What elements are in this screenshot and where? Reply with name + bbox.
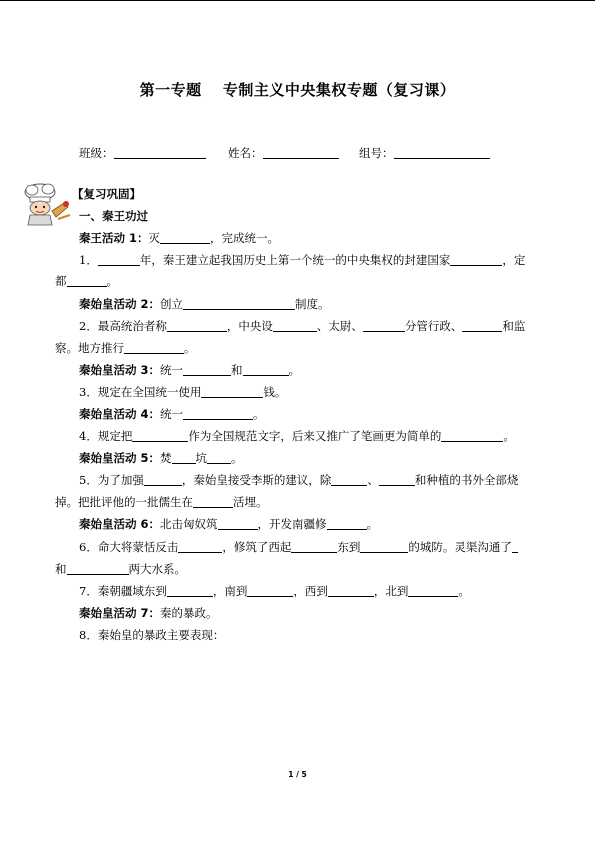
blank[interactable] [67,274,107,287]
activity-label: 秦王活动 1： [79,231,149,245]
text: 5．为了加强 [79,473,144,487]
blank[interactable] [328,584,374,597]
blank[interactable] [379,473,415,486]
question-2 [79,319,525,333]
activity-label: 秦始皇活动 6： [79,517,161,531]
text: 、 [367,473,379,487]
blank[interactable] [167,584,213,597]
text: ，秦始皇接受李斯的建议，除 [181,473,332,487]
name-field [228,145,339,161]
text: 北击匈奴筑 [160,517,218,531]
blank[interactable] [512,540,518,553]
text: ，北到 [373,584,409,598]
blank[interactable] [207,451,231,464]
activity-7 [79,606,218,620]
class-blank[interactable] [114,146,206,159]
text: 两大水系。 [128,562,186,576]
activity-label: 秦始皇活动 3： [79,363,161,377]
text: 察。地方推行 [55,341,124,355]
text: 钱。 [263,385,287,399]
text: 坑 [195,451,208,465]
text: 3．规定在全国统一使用 [79,385,202,399]
text: 。 [253,407,265,421]
group-field [359,145,490,161]
text: 掉。把批评他的一批儒生在 [55,495,193,509]
text: ，中央设 [226,319,273,333]
cartoon-chef-icon [18,181,78,227]
text: 6．命大将蒙恬反击 [79,540,179,554]
page-number: 1 / 5 [288,770,307,779]
text: 。 [106,274,118,288]
text: 灭 [148,231,161,245]
activity-4 [79,407,265,421]
blank[interactable] [360,540,408,553]
blank[interactable] [462,319,502,332]
text: 。 [503,429,515,443]
text: 分管行政、 [404,319,463,333]
activity-5 [79,451,243,465]
blank[interactable] [243,363,289,376]
text: 7．秦朝疆域东到 [79,584,167,598]
activity-3 [79,363,300,377]
text: 1． [79,253,98,267]
text: 制度。 [295,297,330,311]
blank[interactable] [172,451,196,464]
name-blank[interactable] [263,146,339,159]
blank[interactable] [247,584,293,597]
activity-2 [79,297,330,311]
section-heading: 一、秦王功过 [79,209,148,223]
group-label: 组号： [359,146,394,160]
question-3 [79,385,286,399]
text: 。 [231,451,243,465]
activity-label: 秦始皇活动 5： [79,451,161,465]
question-4 [79,429,515,443]
text: 2．最高统治者称 [79,319,167,333]
blank[interactable] [144,473,182,486]
text: 和种植的书外全部烧 [414,473,519,487]
blank[interactable] [167,319,227,332]
text: 秦的暴政。 [160,606,218,620]
blank[interactable] [67,562,129,575]
name-label: 姓名： [228,146,263,160]
blank[interactable] [327,517,367,530]
blank[interactable] [98,253,140,266]
text: ，修筑了西起 [222,540,292,554]
text: 年，秦王建立起我国历史上第一个统一的中央集权的封建国家 [139,253,451,267]
blank[interactable] [291,540,337,553]
text: 。 [288,363,301,377]
question-6 [79,540,518,554]
text: 作为全国规范文字，后来又推广了笔画更为简单的 [188,429,442,443]
activity-label: 秦始皇活动 4： [79,407,161,421]
text: ，南到 [212,584,248,598]
page-top-border [0,0,595,1]
blank[interactable] [178,540,222,553]
activity-label: 秦始皇活动 2： [79,297,161,311]
review-heading: 【复习巩固】 [72,187,141,201]
page-title: 第一专题 专制主义中央集权专题（复习课） [139,81,456,99]
text: 和 [231,363,243,377]
question-8: 8．秦始皇的暴政主要表现： [79,628,225,642]
blank[interactable] [363,319,405,332]
question-5-cont [55,495,268,509]
blank[interactable] [193,495,233,508]
blank[interactable] [124,341,184,354]
text: ，完成统一。 [210,231,280,245]
blank[interactable] [408,584,458,597]
question-1-cont [55,274,118,288]
text: 。 [184,341,196,355]
blank[interactable] [441,429,503,442]
text: ，定 [502,253,526,267]
text: 统一 [160,363,184,377]
blank[interactable] [201,385,263,398]
class-field [79,145,206,161]
blank[interactable] [183,363,231,376]
text: 和监 [502,319,526,333]
question-6-cont [55,562,186,576]
text: 、太尉、 [316,319,363,333]
question-2-cont [55,341,196,355]
activity-label: 秦始皇活动 7： [79,606,161,620]
blank[interactable] [450,253,502,266]
text: 东到 [337,540,361,554]
question-7 [79,584,470,598]
text: 。 [458,584,470,598]
class-label: 班级： [79,146,114,160]
question-5 [79,473,518,487]
text: 统一 [160,407,184,421]
blank[interactable] [273,319,317,332]
text: 创立 [160,297,184,311]
text: 焚 [160,451,172,465]
text: 都 [55,274,67,288]
blank[interactable] [183,407,253,420]
group-blank[interactable] [394,146,490,159]
blank[interactable] [160,231,210,244]
text: 活埋。 [233,495,268,509]
text: 的城防。灵渠沟通了 [408,540,512,554]
blank[interactable] [183,297,295,310]
text: ，西到 [293,584,328,598]
blank[interactable] [218,517,258,530]
question-1 [79,253,525,267]
activity-1 [79,231,279,245]
text: 和 [55,562,67,576]
text: ，开发南疆修 [257,517,327,531]
blank[interactable] [132,429,188,442]
text: 。 [366,517,379,531]
text: 4．规定把 [79,429,133,443]
blank[interactable] [331,473,367,486]
activity-6 [79,517,378,531]
